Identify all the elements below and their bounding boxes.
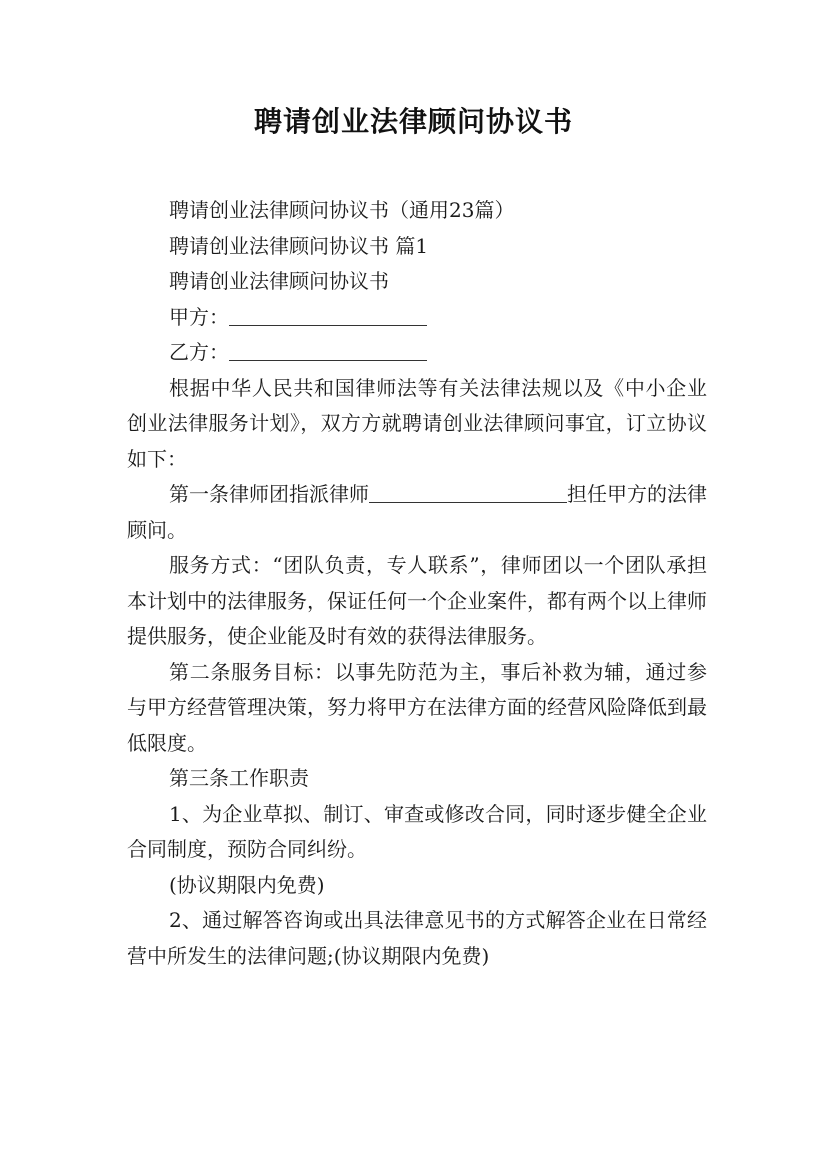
party-b-line	[127, 335, 707, 371]
paragraph-duty-1: 1、为企业草拟、制订、审查或修改合同，同时逐步健全企业合同制度，预防合同纠纷。	[127, 801, 707, 861]
party-a-blank	[229, 303, 427, 326]
party-b-blank	[229, 338, 427, 361]
paragraph-agreement-title: 聘请创业法律顾问协议书	[169, 269, 389, 293]
party-a-line	[127, 300, 707, 336]
paragraph-duty-2: 2、通过解答咨询或出具法律意见书的方式解答企业在日常经营中所发生的法律问题;(协议期限内免费)	[127, 908, 707, 968]
party-a-label: 甲方：	[169, 304, 229, 329]
paragraph-part-heading: 聘请创业法律顾问协议书 篇1	[169, 233, 429, 258]
paragraph-subtitle: 聘请创业法律顾问协议书（通用23篇）	[169, 198, 515, 222]
lawyer-name-blank	[369, 480, 567, 503]
paragraph-article-3-heading: 第三条工作职责	[169, 766, 309, 790]
document-title: 聘请创业法律顾问协议书	[253, 105, 573, 138]
article-1-before: 第一条律师团指派律师	[169, 482, 369, 506]
party-b-label: 乙方：	[169, 340, 229, 364]
document-body	[127, 193, 707, 974]
paragraph-duty-1-note: (协议期限内免费)	[169, 872, 325, 897]
paragraph-service-mode: 服务方式：“团队负责，专人联系”，律师团以一个团队承担本计划中的法律服务，保证任何一个企业案件，都有两个以上律师提供服务，使企业能及时有效的获得法律服务。	[127, 553, 707, 648]
paragraph-article-1	[127, 477, 707, 548]
paragraph-article-2: 第二条服务目标：以事先防范为主，事后补救为辅，通过参与甲方经营管理决策，努力将甲方在法律方面的经营风险降低到最低限度。	[127, 659, 707, 755]
paragraph-preamble: 根据中华人民共和国律师法等有关法律法规以及《中小企业创业法律服务计划》，双方方就聘请创业法律顾问事宜，订立协议如下：	[127, 375, 707, 471]
article-1-after: 担任甲方的法律顾问。	[127, 482, 707, 542]
